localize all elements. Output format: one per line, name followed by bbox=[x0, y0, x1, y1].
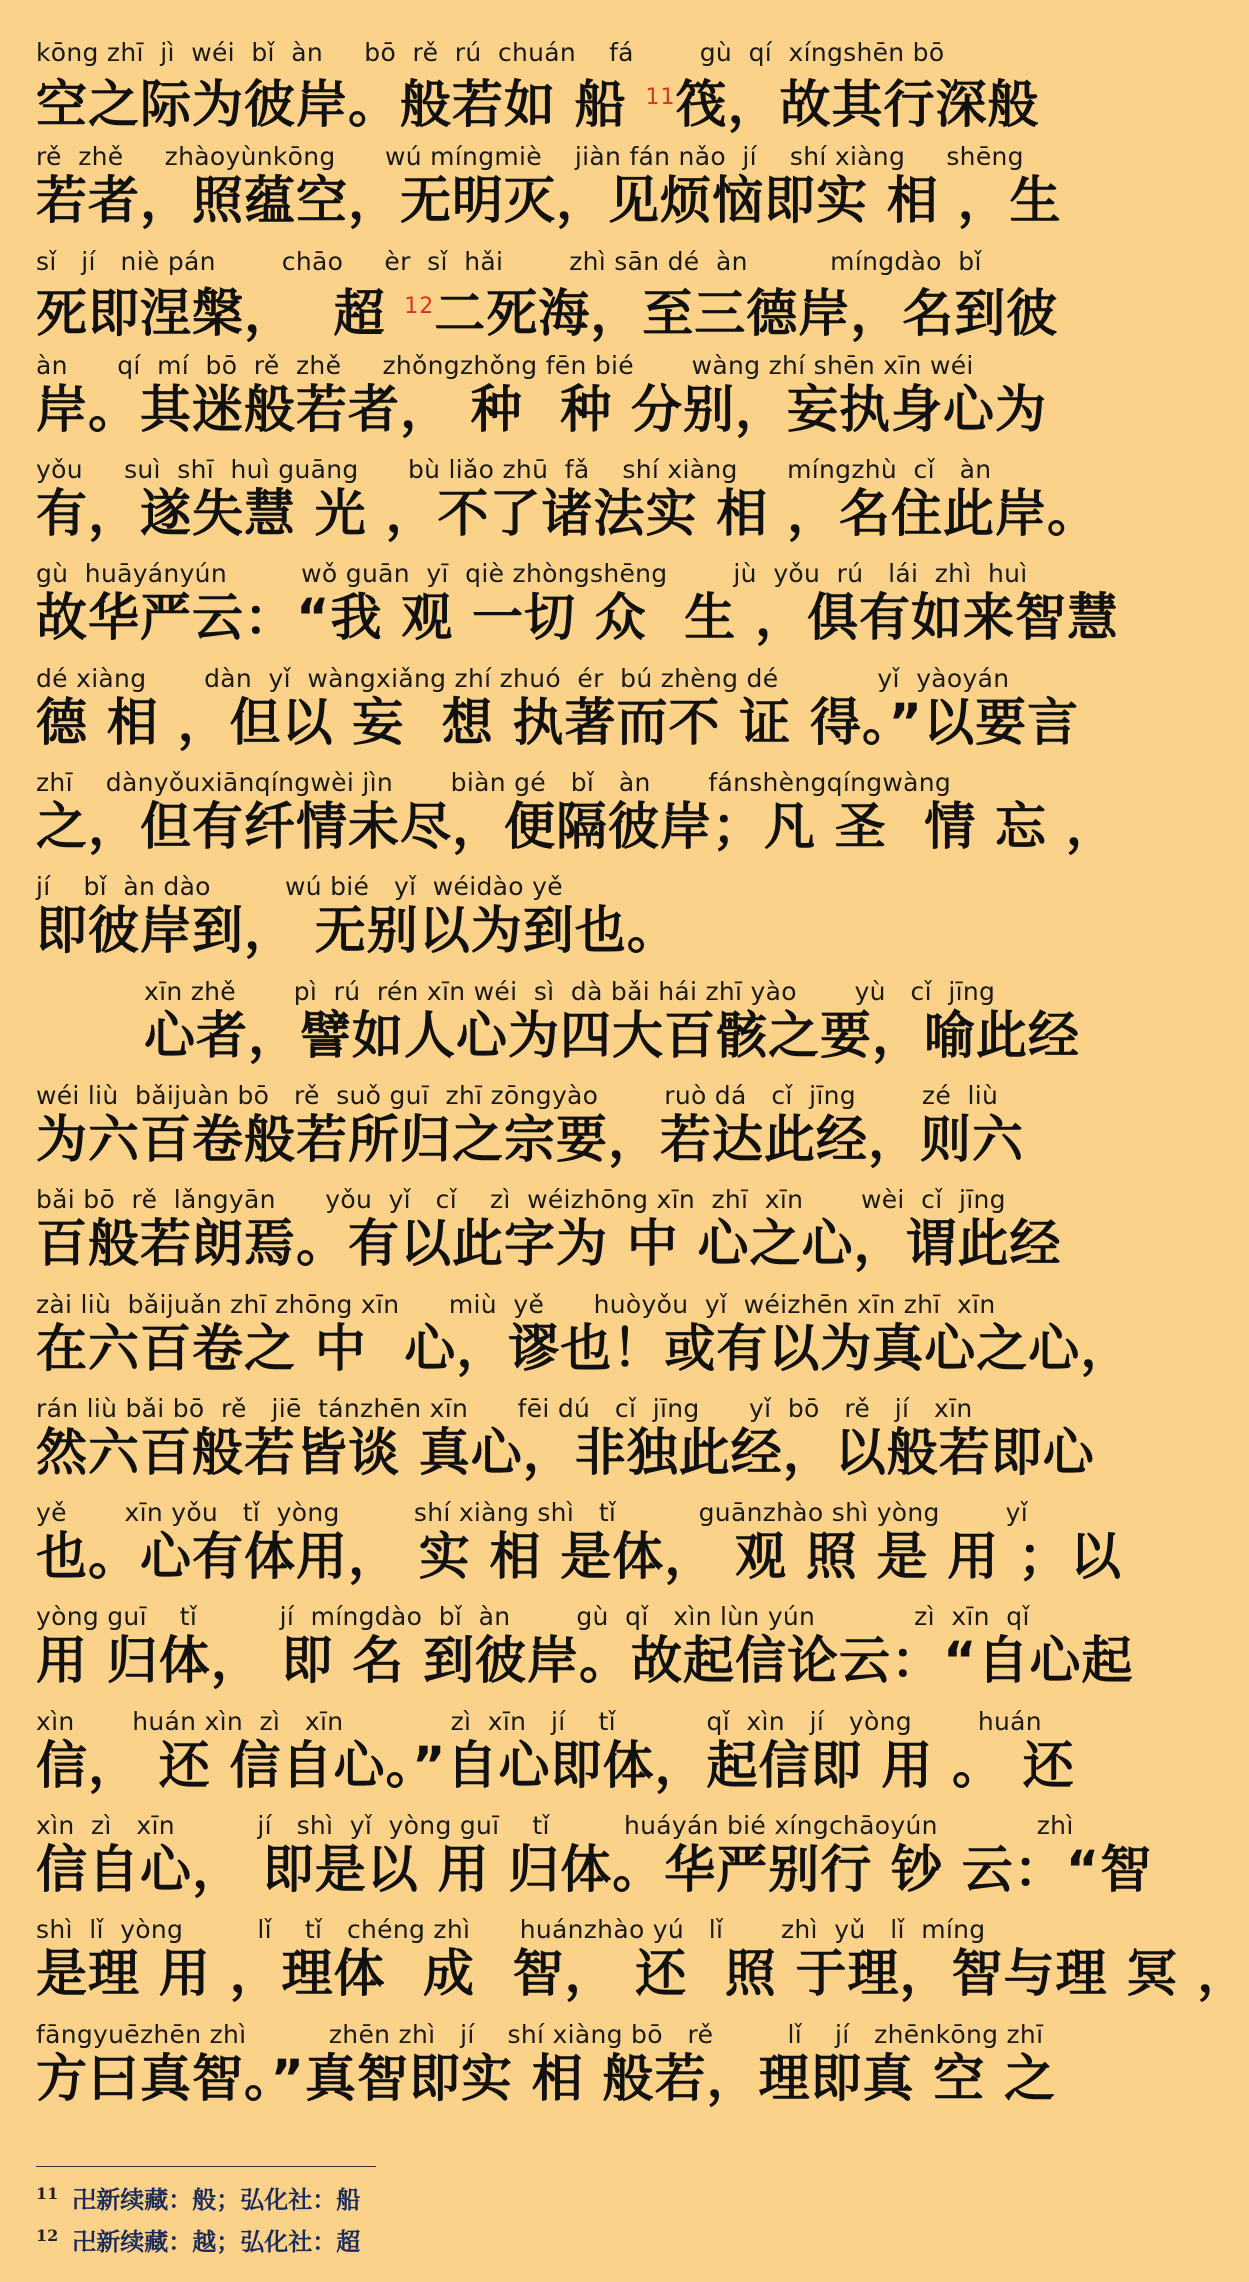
chinese-text-segment: 故华严云：“我 观 一切 众 生 ，俱有如来智慧 bbox=[36, 589, 1120, 649]
text-line bbox=[36, 455, 1100, 559]
chinese-text bbox=[36, 381, 1056, 443]
text-line bbox=[36, 1498, 1123, 1602]
text-line bbox=[36, 1185, 1062, 1289]
chinese-text-segment: 之，但有纤情未尽，便隔彼岸；凡 圣 情 忘 ， bbox=[36, 798, 1118, 858]
chinese-text bbox=[36, 1945, 1249, 2007]
text-line bbox=[36, 142, 1062, 246]
chinese-text bbox=[36, 2050, 1056, 2112]
text-line bbox=[36, 1602, 1134, 1706]
text-line bbox=[36, 663, 1080, 768]
pinyin-annotation: yòng guī tǐ jí míngdào bǐ àn gù qǐ xìn lùn yún zì xīn qǐ bbox=[36, 1602, 1030, 1632]
chinese-text bbox=[36, 1423, 1095, 1486]
chinese-text bbox=[36, 693, 1080, 756]
pinyin-annotation: sǐ jí niè pán chāo èr sǐ hǎi zhì sān dé àn míngdào bǐ bbox=[36, 246, 982, 276]
chinese-text bbox=[36, 1319, 1133, 1382]
pinyin-annotation: dé xiàng dàn yǐ wàngxiǎng zhí zhuó ér bú zhèng dé yǐ yàoyán bbox=[36, 663, 1010, 693]
text-line bbox=[36, 1393, 1095, 1498]
footnote bbox=[36, 2218, 936, 2260]
footnote-divider bbox=[36, 2166, 376, 2167]
chinese-text bbox=[144, 1006, 1081, 1069]
pinyin-annotation: xìn huán xìn zì xīn zì xīn jí tǐ qǐ xìn jí yòng huán bbox=[36, 1706, 1042, 1736]
chinese-text bbox=[36, 1736, 1075, 1799]
chinese-text-segment: 为六百卷般若所归之宗要，若达此经，则六 bbox=[36, 1110, 1025, 1170]
pinyin-annotation: bǎi bō rě lǎngyān yǒu yǐ cǐ zì wéizhōng xīn zhī xīn wèi cǐ jīng bbox=[36, 1185, 1006, 1215]
text-line bbox=[36, 2020, 1056, 2124]
chinese-text bbox=[36, 485, 1100, 547]
pinyin-annotation: gù huāyányún wǒ guān yī qiè zhòngshēng jù yǒu rú lái zhì huì bbox=[36, 559, 1028, 589]
chinese-text bbox=[36, 1841, 1153, 1903]
chinese-text bbox=[36, 1215, 1062, 1277]
chinese-text-segment: 若者，照蕴空，无明灭，见烦恼即实 相 ，生 bbox=[36, 172, 1062, 232]
pinyin-annotation: shì lǐ yòng lǐ tǐ chéng zhì huánzhào yú lǐ zhì yǔ lǐ míng bbox=[36, 1915, 986, 1945]
footnote-text: 卍新续藏：越；弘化社：超 bbox=[72, 2227, 361, 2256]
footnote-text: 卍新续藏：般；弘化社：船 bbox=[72, 2185, 361, 2214]
pinyin-annotation: xìn zì xīn jí shì yǐ yòng guī tǐ huáyán bié xíngchāoyún zhì bbox=[36, 1811, 1074, 1841]
text-line bbox=[36, 872, 1056, 976]
text-line bbox=[36, 1289, 1133, 1394]
chinese-text bbox=[36, 902, 1056, 964]
chinese-text bbox=[36, 68, 1056, 135]
chinese-text-segment: 有，遂失慧 光 ，不了诸法实 相 ，名住此岸。 bbox=[36, 485, 1100, 545]
text-line bbox=[36, 1706, 1075, 1811]
chinese-text-segment: 在六百卷之 中 心，谬也！或有以为真心之心， bbox=[36, 1319, 1133, 1379]
chinese-text-segment: 二死海，至三德岸，名到彼 bbox=[434, 284, 1059, 344]
text-line bbox=[36, 768, 1118, 872]
chinese-text-segment: 然六百般若皆谈 真心，非独此经，以般若即心 bbox=[36, 1423, 1095, 1483]
footnote-reference[interactable]: 12 bbox=[404, 293, 435, 319]
footnotes bbox=[36, 2176, 936, 2260]
chinese-text-segment: 百般若朗焉。有以此字为 中 心之心，谓此经 bbox=[36, 1215, 1062, 1275]
chinese-text-segment: 岸。其迷般若者， 种 种 分别，妄执身心为 bbox=[36, 380, 1048, 440]
text-line bbox=[36, 1081, 1056, 1185]
pinyin-annotation: rě zhě zhàoyùnkōng wú míngmiè jiàn fán nǎo jí shí xiàng shēng bbox=[36, 142, 1024, 172]
text-line bbox=[36, 1811, 1153, 1915]
chinese-text bbox=[36, 798, 1118, 860]
chinese-text-segment: 筏，故其行深般 bbox=[675, 76, 1040, 135]
text-line bbox=[36, 1915, 1249, 2019]
pinyin-annotation: yě xīn yǒu tǐ yòng shí xiàng shì tǐ guānzhào shì yòng yǐ bbox=[36, 1498, 1029, 1528]
footnote-number: 12 bbox=[36, 2226, 59, 2245]
chinese-text-segment: 德 相 ，但以 妄 想 执著而不 证 得。”以要言 bbox=[36, 693, 1080, 753]
pinyin-annotation: jí bǐ àn dào wú bié yǐ wéidào yě bbox=[36, 872, 563, 902]
chinese-text-segment: 心者，譬如人心为四大百骸之要，喻此经 bbox=[144, 1006, 1081, 1066]
chinese-text-segment: 是理 用 ，理体 成 智， 还 照 于理，智与理 冥 ， bbox=[36, 1945, 1249, 2005]
pinyin-annotation: zhī dànyǒuxiānqíngwèi jìn biàn gé bǐ àn fánshèngqíngwàng bbox=[36, 768, 952, 798]
pinyin-annotation: rán liù bǎi bō rě jiē tánzhēn xīn fēi dú cǐ jīng yǐ bō rě jí xīn bbox=[36, 1393, 973, 1423]
pinyin-annotation: àn qí mí bō rě zhě zhǒngzhǒng fēn bié wàng zhí shēn xīn wéi bbox=[36, 350, 974, 380]
chinese-text bbox=[36, 172, 1062, 234]
chinese-text-segment: 空之际为彼岸。般若如 船 bbox=[36, 76, 646, 135]
chinese-text bbox=[36, 1111, 1056, 1173]
pinyin-annotation: kōng zhī jì wéi bǐ àn bō rě rú chuán fá gù qí xíngshēn bō bbox=[36, 38, 945, 67]
pinyin-annotation: yǒu suì shī huì guāng bù liǎo zhū fǎ shí xiàng míngzhù cǐ àn bbox=[36, 455, 992, 485]
chinese-text-segment: 信， 还 信自心。”自心即体，起信即 用 。 还 bbox=[36, 1736, 1075, 1796]
text-line bbox=[36, 246, 1059, 351]
pinyin-annotation: xīn zhě pì rú rén xīn wéi sì dà bǎi hái zhī yào yù cǐ jīng bbox=[144, 976, 996, 1006]
footnote-number: 11 bbox=[36, 2184, 59, 2203]
chinese-text bbox=[36, 1528, 1123, 1590]
pinyin-annotation: wéi liù bǎijuàn bō rě suǒ guī zhī zōngyào ruò dá cǐ jīng zé liù bbox=[36, 1080, 999, 1110]
pinyin-annotation: zài liù bǎijuǎn zhī zhōng xīn miù yě huòyǒu yǐ wéizhēn xīn zhī xīn bbox=[36, 1289, 996, 1319]
text-line bbox=[36, 976, 1081, 1081]
text-line bbox=[36, 38, 1056, 142]
text-line bbox=[36, 351, 1056, 455]
text-body bbox=[36, 38, 1249, 2124]
chinese-text-segment: 即彼岸到， 无别以为到也。 bbox=[36, 902, 679, 962]
chinese-text bbox=[36, 1632, 1134, 1694]
chinese-text-segment: 方曰真智。”真智即实 相 般若，理即真 空 之 bbox=[36, 2049, 1057, 2109]
chinese-text-segment: 用 归体， 即 名 到彼岸。故起信论云：“自心起 bbox=[36, 1632, 1134, 1692]
chinese-text-segment: 也。心有体用， 实 相 是体， 观 照 是 用 ；以 bbox=[36, 1528, 1123, 1588]
chinese-text bbox=[36, 277, 1059, 344]
chinese-text-segment: 死即涅槃， 超 bbox=[36, 284, 405, 344]
pinyin-annotation: fāngyuēzhēn zhì zhēn zhì jí shí xiàng bō rě lǐ jí zhēnkōng zhī bbox=[36, 2019, 1044, 2049]
text-line bbox=[36, 559, 1120, 663]
footnote bbox=[36, 2176, 936, 2218]
chinese-text bbox=[36, 589, 1120, 651]
chinese-text-segment: 信自心， 即是以 用 归体。华严别行 钞 云：“智 bbox=[36, 1841, 1153, 1901]
footnote-reference[interactable]: 11 bbox=[645, 85, 676, 110]
